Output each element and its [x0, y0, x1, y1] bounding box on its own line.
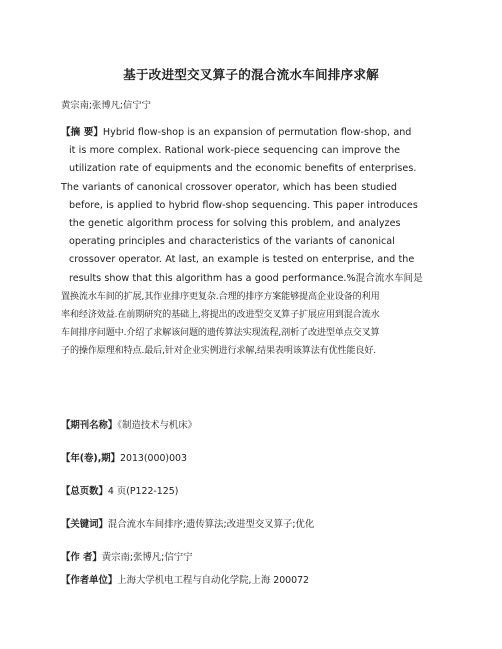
field-affiliation-label: 【作者单位】	[61, 575, 118, 586]
abstract-line-7: operating principles and characteristics of the variants of canonical	[69, 236, 395, 248]
abstract-line-12: 车间排序问题中.介绍了求解该问题的遗传算法实现流程,剖析了改进型单点交叉算	[61, 328, 380, 339]
page-title: 基于改进型交叉算子的混合流水车间排序求解	[123, 67, 379, 82]
abstract-line-10: 置换流水车间的扩展,其作业排序更复杂.合理的排序方案能够提高企业设备的利用	[61, 291, 380, 302]
field-affiliation	[61, 572, 309, 586]
field-volume-issue	[61, 450, 187, 464]
field-keywords-value: 混合流水车间排序;遗传算法;改进型交叉算子;优化	[107, 519, 315, 530]
abstract-line-2: it is more complex. Rational work-piece sequencing can improve the	[69, 145, 401, 157]
abstract-line-6: the genetic algorithm process for solving this problem, and analyzes	[69, 218, 401, 230]
field-keywords	[61, 516, 314, 530]
field-journal-label: 【期刊名称】	[61, 420, 118, 431]
field-page-count-value: 4 页(P122-125)	[107, 486, 179, 497]
abstract-line-4: The variants of canonical crossover operator, which has been studied	[61, 181, 397, 193]
abstract-line-11: 率和经济效益.在前期研究的基础上,将提出的改进型交叉算子扩展应用到混合流水	[61, 310, 380, 321]
field-keywords-label: 【关键词】	[61, 519, 108, 530]
field-journal	[61, 417, 197, 431]
abstract-line-3: utilization rate of equipments and the economic benefits of enterprises.	[69, 163, 417, 175]
field-page-count	[61, 483, 178, 497]
field-authors-value: 黄宗南;张博凡;信宁宁	[101, 552, 193, 563]
abstract-line-13: 子的操作原理和特点.最后,针对企业实例进行求解,结果表明该算法有优性能良好.	[61, 346, 377, 357]
abstract-line-8: crossover operator. At last, an example is tested on enterprise, and the	[69, 254, 415, 266]
abstract-line-1	[61, 124, 439, 142]
abstract-line-5: before, is applied to hybrid flow-shop sequencing. This paper introduces	[69, 199, 418, 211]
abstract-line-9: results show that this algorithm has a good performance.%混合流水车间是	[69, 272, 423, 284]
abstract-block	[61, 124, 439, 361]
abstract-text: Hybrid flow-shop is an expansion of permutation flow-shop, and	[102, 127, 412, 138]
field-authors	[61, 549, 192, 563]
field-journal-value: 《制造技术与机床》	[117, 420, 197, 431]
field-authors-label: 【作 者】	[61, 552, 102, 563]
field-affiliation-value: 上海大学机电工程与自动化学院,上海 200072	[117, 575, 310, 586]
field-volume-issue-value: 2013(000)003	[120, 453, 187, 464]
author-list: 黄宗南;张博凡;信宁宁	[61, 100, 151, 111]
field-page-count-label: 【总页数】	[61, 486, 108, 497]
abstract-label: 【摘 要】	[61, 127, 103, 138]
field-volume-issue-label: 【年(卷),期】	[61, 453, 121, 464]
